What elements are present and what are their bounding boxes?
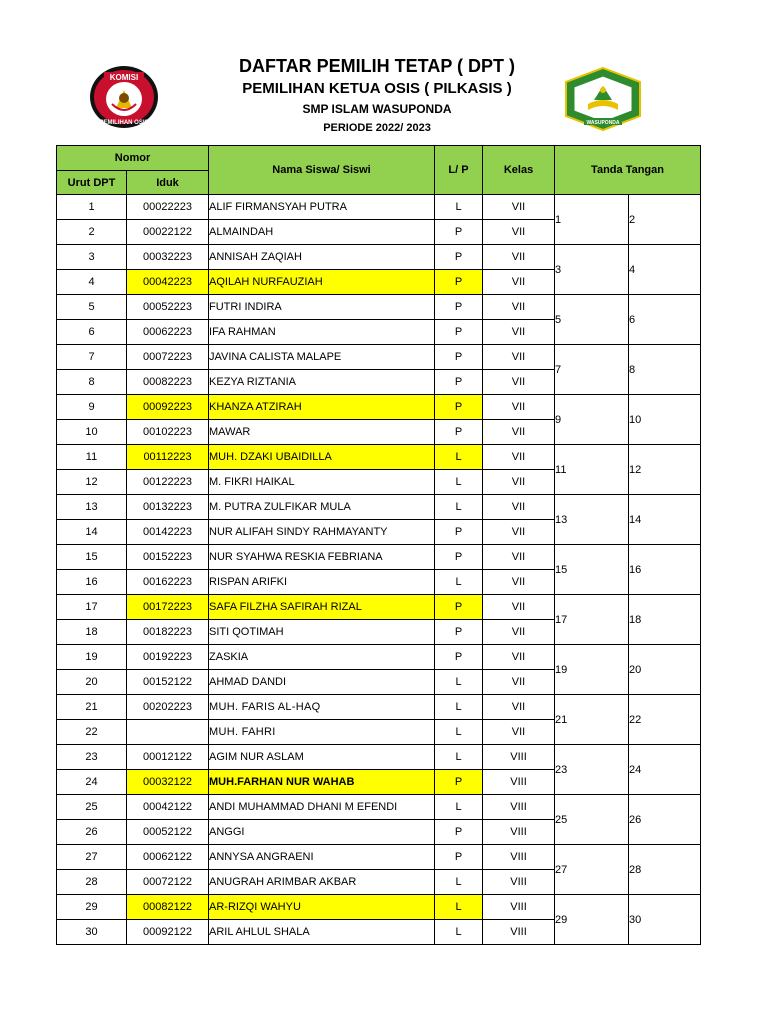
class-cell: VIII [483,820,555,845]
header-kelas: Kelas [483,146,555,195]
table-row [57,245,701,270]
class-cell: VII [483,370,555,395]
gender-cell: P [435,395,483,420]
voter-table [56,145,701,945]
signature-cell[interactable] [555,795,629,845]
student-name-cell: KHANZA ATZIRAH [209,395,435,420]
signature-cell[interactable] [629,645,701,695]
class-cell: VII [483,495,555,520]
table-row [57,295,701,320]
svg-text:KOMISI: KOMISI [109,73,139,82]
class-cell: VII [483,545,555,570]
urut-dpt-cell: 11 [57,445,127,470]
table-row [57,845,701,870]
induk-cell: 00172223 [127,595,209,620]
induk-cell: 00052122 [127,820,209,845]
class-cell: VIII [483,795,555,820]
table-row [57,445,701,470]
gender-cell: P [435,345,483,370]
signature-number: 2 [629,213,636,226]
signature-number: 17 [555,613,568,626]
student-name-cell: AHMAD DANDI [209,670,435,695]
urut-dpt-cell: 17 [57,595,127,620]
signature-number: 23 [555,763,568,776]
student-name-cell: NUR SYAHWA RESKIA FEBRIANA [209,545,435,570]
table-row [57,545,701,570]
signature-cell[interactable] [555,545,629,595]
student-name-cell: KEZYA RIZTANIA [209,370,435,395]
signature-cell[interactable] [629,445,701,495]
signature-cell[interactable] [629,245,701,295]
signature-cell[interactable] [629,795,701,845]
student-name-cell: NUR ALIFAH SINDY RAHMAYANTY [209,520,435,545]
signature-number: 8 [629,363,636,376]
signature-cell[interactable] [555,845,629,895]
urut-dpt-cell: 28 [57,870,127,895]
signature-number: 18 [629,613,642,626]
gender-cell: P [435,420,483,445]
table-row [57,345,701,370]
urut-dpt-cell: 5 [57,295,127,320]
gender-cell: P [435,595,483,620]
class-cell: VII [483,695,555,720]
table-row [57,895,701,920]
gender-cell: L [435,870,483,895]
student-name-cell: ALIF FIRMANSYAH PUTRA [209,195,435,220]
gender-cell: L [435,495,483,520]
urut-dpt-cell: 7 [57,345,127,370]
urut-dpt-cell: 2 [57,220,127,245]
induk-cell: 00022122 [127,220,209,245]
class-cell: VII [483,620,555,645]
class-cell: VII [483,670,555,695]
table-row [57,745,701,770]
urut-dpt-cell: 29 [57,895,127,920]
induk-cell: 00152223 [127,545,209,570]
induk-cell: 00062223 [127,320,209,345]
class-cell: VII [483,570,555,595]
student-name-cell: MUH.FARHAN NUR WAHAB [209,770,435,795]
signature-cell[interactable] [555,345,629,395]
class-cell: VII [483,520,555,545]
header-urut-dpt: Urut DPT [57,171,127,195]
document-subtitle: PEMILIHAN KETUA OSIS ( PILKASIS ) [242,80,512,97]
gender-cell: L [435,670,483,695]
signature-cell[interactable] [555,245,629,295]
student-name-cell: ARIL AHLUL SHALA [209,920,435,945]
gender-cell: P [435,520,483,545]
gender-cell: L [435,920,483,945]
induk-cell: 00052223 [127,295,209,320]
signature-cell[interactable] [629,745,701,795]
signature-cell[interactable] [555,595,629,645]
signature-cell[interactable] [555,895,629,945]
signature-number: 3 [555,263,562,276]
header-induk: Iduk [127,171,209,195]
table-row [57,645,701,670]
gender-cell: P [435,620,483,645]
signature-cell[interactable] [629,595,701,645]
gender-cell: L [435,795,483,820]
student-name-cell: ANNYSA ANGRAENI [209,845,435,870]
gender-cell: P [435,545,483,570]
table-row [57,695,701,720]
signature-cell[interactable] [555,195,629,245]
class-cell: VII [483,195,555,220]
signature-cell[interactable] [555,695,629,745]
induk-cell: 00042122 [127,795,209,820]
table-row [57,795,701,820]
induk-cell: 00012122 [127,745,209,770]
gender-cell: P [435,845,483,870]
student-name-cell: MUH. FAHRI [209,720,435,745]
induk-cell: 00202223 [127,695,209,720]
urut-dpt-cell: 13 [57,495,127,520]
gender-cell: P [435,270,483,295]
induk-cell: 00032223 [127,245,209,270]
signature-number: 27 [555,863,568,876]
urut-dpt-cell: 15 [57,545,127,570]
induk-cell: 00102223 [127,420,209,445]
induk-cell: 00062122 [127,845,209,870]
urut-dpt-cell: 20 [57,670,127,695]
signature-number: 15 [555,563,568,576]
header-tanda-tangan: Tanda Tangan [555,146,701,195]
student-name-cell: M. FIKRI HAIKAL [209,470,435,495]
urut-dpt-cell: 30 [57,920,127,945]
signature-cell[interactable] [629,345,701,395]
table-row [57,395,701,420]
student-name-cell: SAFA FILZHA SAFIRAH RIZAL [209,595,435,620]
signature-cell[interactable] [629,895,701,945]
class-cell: VIII [483,745,555,770]
student-name-cell: JAVINA CALISTA MALAPE [209,345,435,370]
signature-number: 1 [555,213,562,226]
header-nama: Nama Siswa/ Siswi [209,146,435,195]
svg-text:WASUPONDA: WASUPONDA [586,120,620,126]
gender-cell: L [435,195,483,220]
urut-dpt-cell: 16 [57,570,127,595]
induk-cell: 00092122 [127,920,209,945]
signature-number: 21 [555,713,568,726]
signature-cell[interactable] [629,195,701,245]
gender-cell: L [435,445,483,470]
student-name-cell: AGIM NUR ASLAM [209,745,435,770]
induk-cell: 00132223 [127,495,209,520]
urut-dpt-cell: 21 [57,695,127,720]
header-nomor: Nomor [57,146,209,171]
induk-cell: 00042223 [127,270,209,295]
signature-number: 20 [629,663,642,676]
table-row [57,495,701,520]
signature-cell[interactable] [629,695,701,745]
student-name-cell: ANNISAH ZAQIAH [209,245,435,270]
urut-dpt-cell: 19 [57,645,127,670]
signature-number: 28 [629,863,642,876]
signature-cell[interactable] [629,495,701,545]
student-name-cell: ANUGRAH ARIMBAR AKBAR [209,870,435,895]
signature-number: 30 [629,913,642,926]
signature-number: 16 [629,563,642,576]
gender-cell: P [435,645,483,670]
period: PERIODE 2022/ 2023 [323,122,431,134]
urut-dpt-cell: 14 [57,520,127,545]
signature-number: 13 [555,513,568,526]
gender-cell: P [435,770,483,795]
student-name-cell: SITI QOTIMAH [209,620,435,645]
signature-cell[interactable] [555,395,629,445]
signature-number: 9 [555,413,562,426]
gender-cell: L [435,470,483,495]
urut-dpt-cell: 23 [57,745,127,770]
class-cell: VII [483,395,555,420]
gender-cell: P [435,370,483,395]
gender-cell: L [435,895,483,920]
signature-number: 7 [555,363,562,376]
induk-cell: 00092223 [127,395,209,420]
table-row [57,595,701,620]
induk-cell: 00082223 [127,370,209,395]
svg-text:PEMILIHAN OSIS: PEMILIHAN OSIS [99,120,149,126]
class-cell: VII [483,245,555,270]
document-title: DAFTAR PEMILIH TETAP ( DPT ) [239,56,515,76]
urut-dpt-cell: 1 [57,195,127,220]
urut-dpt-cell: 27 [57,845,127,870]
induk-cell: 00072223 [127,345,209,370]
signature-number: 26 [629,813,642,826]
signature-number: 25 [555,813,568,826]
class-cell: VIII [483,895,555,920]
gender-cell: L [435,695,483,720]
signature-number: 22 [629,713,642,726]
gender-cell: L [435,570,483,595]
induk-cell: 00122223 [127,470,209,495]
urut-dpt-cell: 24 [57,770,127,795]
urut-dpt-cell: 4 [57,270,127,295]
gender-cell: P [435,820,483,845]
signature-number: 5 [555,313,562,326]
induk-cell: 00182223 [127,620,209,645]
urut-dpt-cell: 25 [57,795,127,820]
student-name-cell: MAWAR [209,420,435,445]
signature-number: 4 [629,263,636,276]
signature-number: 10 [629,413,642,426]
urut-dpt-cell: 6 [57,320,127,345]
induk-cell: 00162223 [127,570,209,595]
gender-cell: P [435,245,483,270]
induk-cell: 00072122 [127,870,209,895]
induk-cell: 00082122 [127,895,209,920]
signature-cell[interactable] [629,845,701,895]
document-header [0,50,768,146]
signature-cell[interactable] [555,445,629,495]
student-name-cell: ALMAINDAH [209,220,435,245]
induk-cell: 00032122 [127,770,209,795]
signature-cell[interactable] [555,495,629,545]
signature-cell[interactable] [629,545,701,595]
urut-dpt-cell: 12 [57,470,127,495]
class-cell: VII [483,345,555,370]
student-name-cell: ANDI MUHAMMAD DHANI M EFENDI [209,795,435,820]
class-cell: VII [483,420,555,445]
signature-cell[interactable] [555,645,629,695]
student-name-cell: ZASKIA [209,645,435,670]
student-name-cell: MUH. DZAKI UBAIDILLA [209,445,435,470]
signature-cell[interactable] [629,395,701,445]
signature-cell[interactable] [555,295,629,345]
class-cell: VII [483,295,555,320]
student-name-cell: M. PUTRA ZULFIKAR MULA [209,495,435,520]
urut-dpt-cell: 3 [57,245,127,270]
student-name-cell: ANGGI [209,820,435,845]
class-cell: VIII [483,845,555,870]
class-cell: VIII [483,920,555,945]
student-name-cell: FUTRI INDIRA [209,295,435,320]
signature-number: 6 [629,313,636,326]
signature-number: 11 [555,463,567,476]
signature-number: 14 [629,513,642,526]
signature-number: 29 [555,913,568,926]
signature-number: 19 [555,663,568,676]
student-name-cell: AQILAH NURFAUZIAH [209,270,435,295]
table-row [57,195,701,220]
header-lp: L/ P [435,146,483,195]
signature-cell[interactable] [555,745,629,795]
class-cell: VIII [483,770,555,795]
class-cell: VII [483,445,555,470]
gender-cell: P [435,220,483,245]
induk-cell [127,720,209,745]
student-name-cell: MUH. FARIS AL-HAQ [209,695,435,720]
school-name: SMP ISLAM WASUPONDA [302,102,452,116]
table-body [57,195,701,945]
student-name-cell: AR-RIZQI WAHYU [209,895,435,920]
urut-dpt-cell: 8 [57,370,127,395]
student-name-cell: RISPAN ARIFKI [209,570,435,595]
gender-cell: P [435,320,483,345]
school-emblem-logo [562,66,644,132]
class-cell: VII [483,320,555,345]
urut-dpt-cell: 10 [57,420,127,445]
class-cell: VII [483,720,555,745]
urut-dpt-cell: 18 [57,620,127,645]
signature-number: 12 [629,463,642,476]
gender-cell: P [435,295,483,320]
class-cell: VII [483,645,555,670]
class-cell: VII [483,470,555,495]
induk-cell: 00022223 [127,195,209,220]
urut-dpt-cell: 22 [57,720,127,745]
induk-cell: 00112223 [127,445,209,470]
signature-number: 24 [629,763,642,776]
class-cell: VIII [483,870,555,895]
induk-cell: 00192223 [127,645,209,670]
induk-cell: 00142223 [127,520,209,545]
gender-cell: L [435,720,483,745]
urut-dpt-cell: 26 [57,820,127,845]
class-cell: VII [483,595,555,620]
urut-dpt-cell: 9 [57,395,127,420]
induk-cell: 00152122 [127,670,209,695]
class-cell: VII [483,270,555,295]
gender-cell: L [435,745,483,770]
class-cell: VII [483,220,555,245]
signature-cell[interactable] [629,295,701,345]
student-name-cell: IFA RAHMAN [209,320,435,345]
